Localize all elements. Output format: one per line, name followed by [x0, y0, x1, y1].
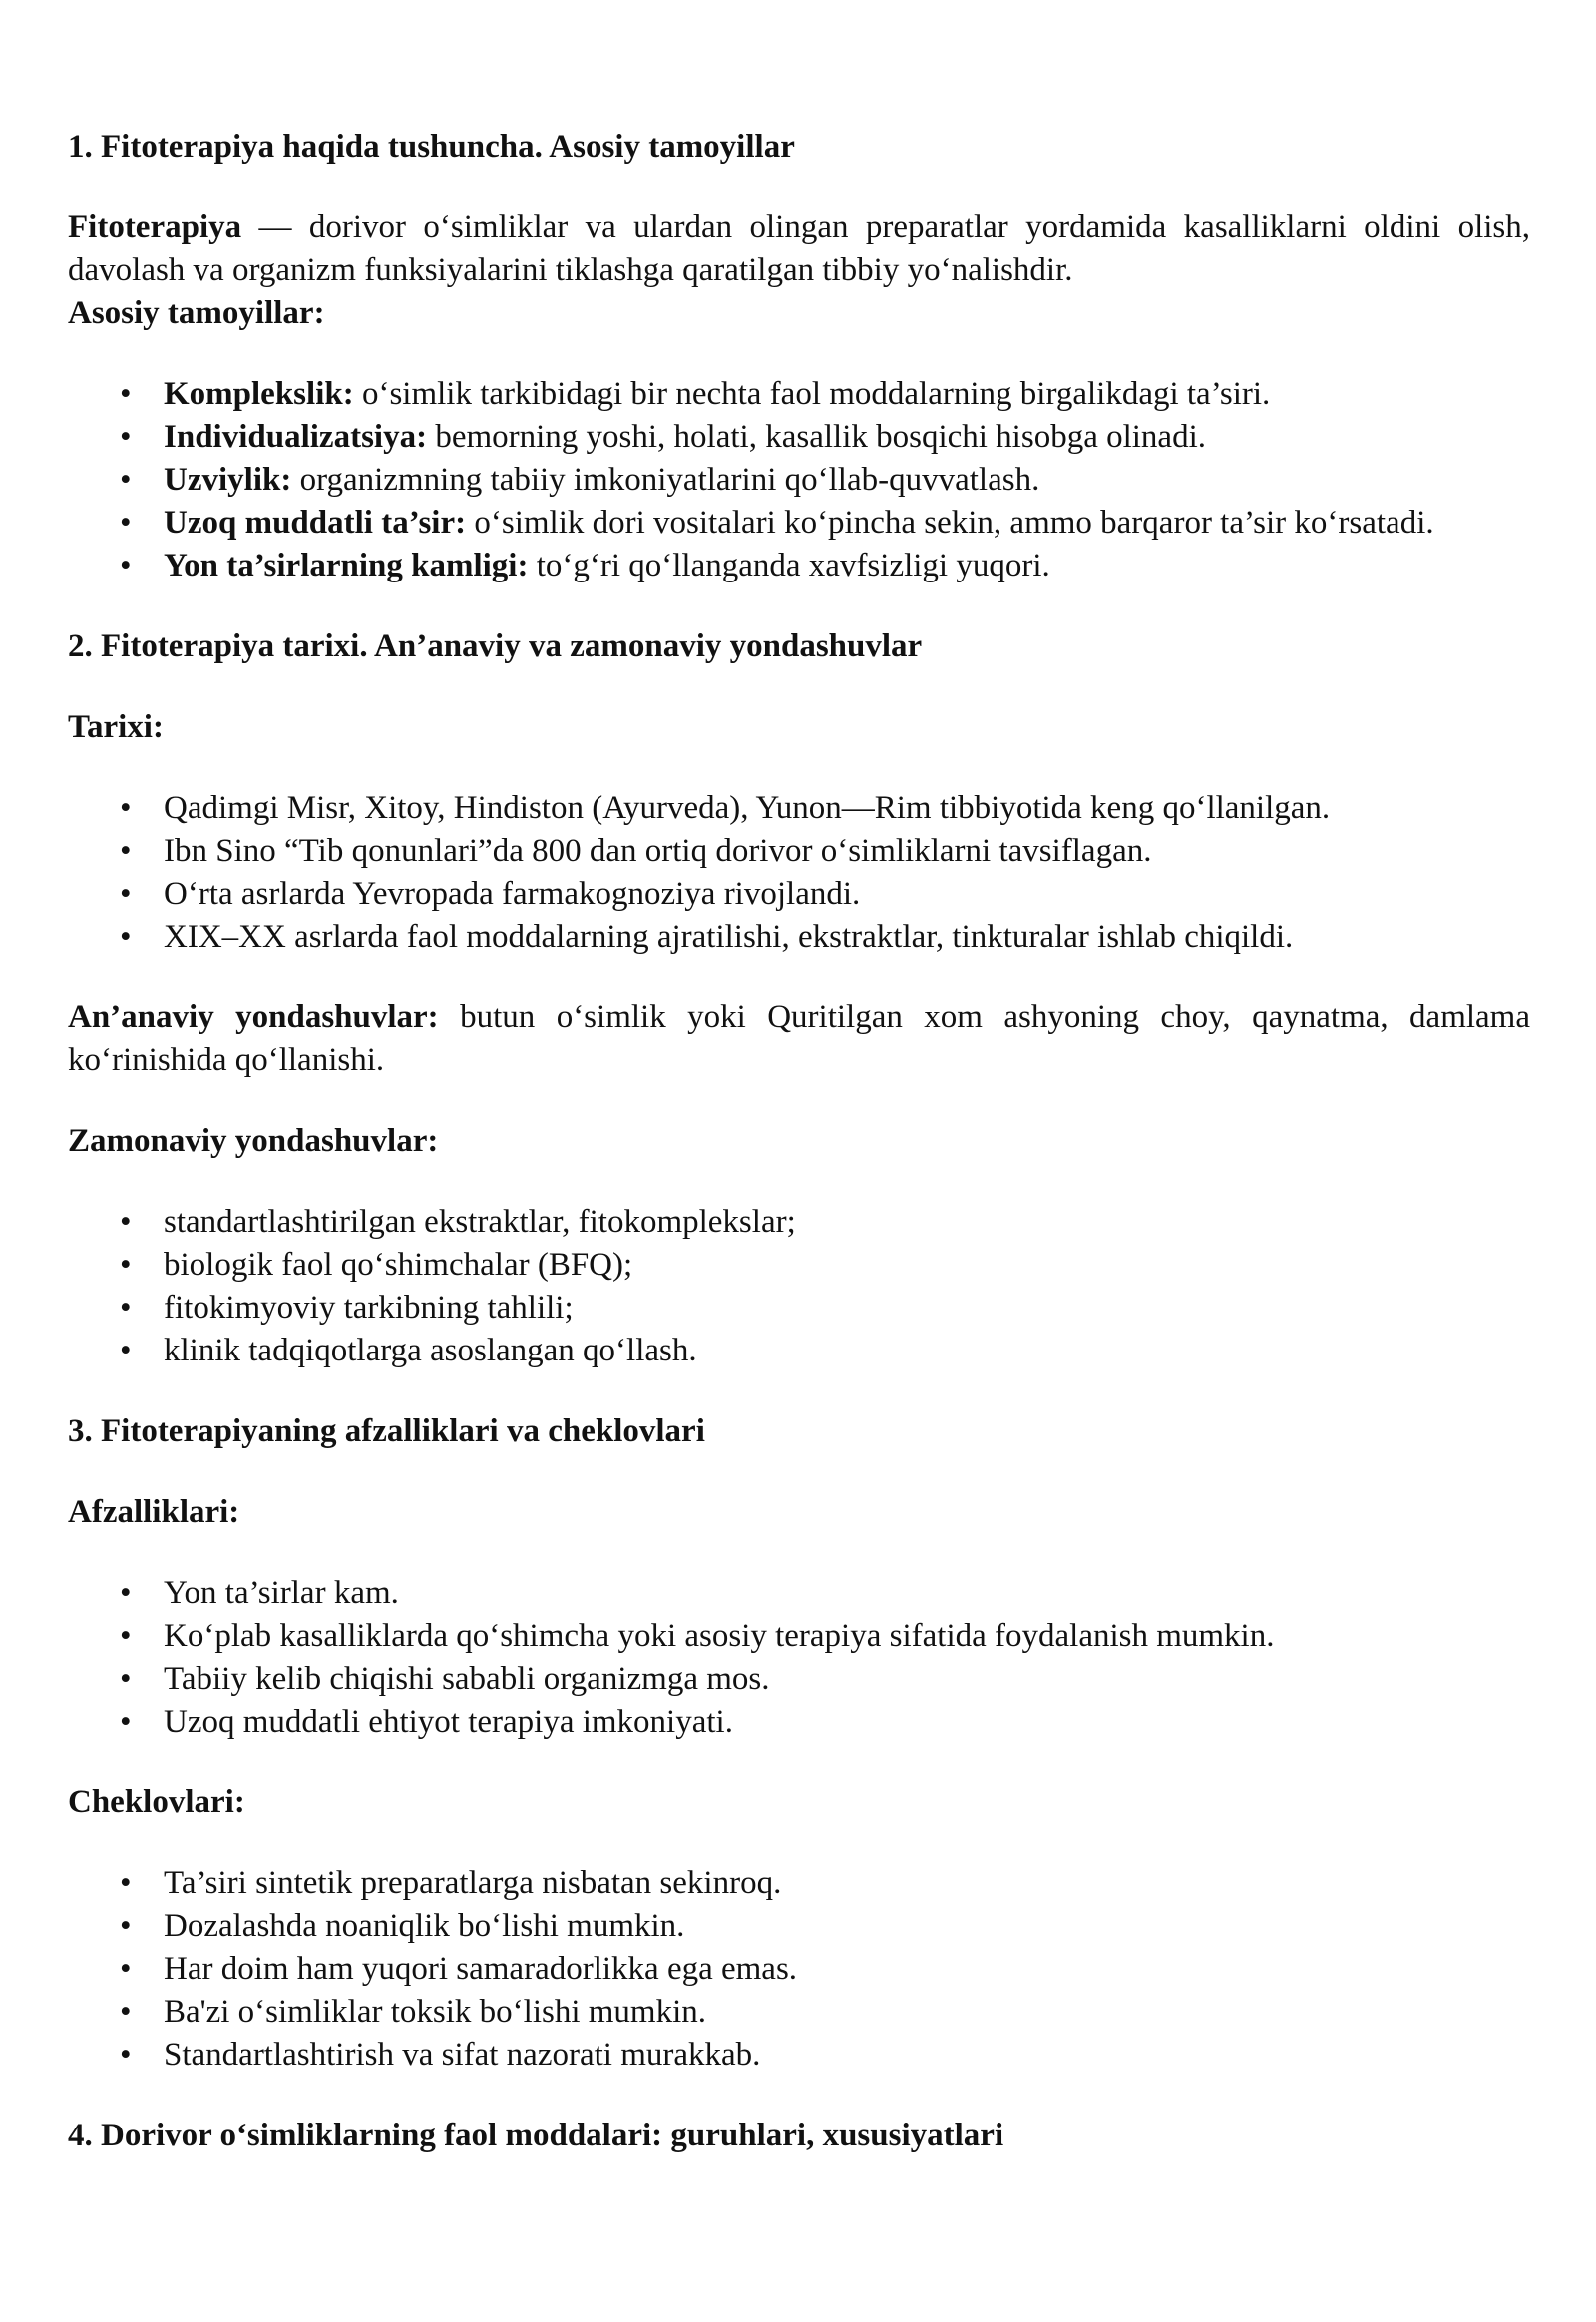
list-item-text: Tabiiy kelib chiqishi sababli organizmga mos.: [164, 1661, 770, 1697]
principles-label: Asosiy tamoyillar:: [68, 295, 325, 331]
bullet-icon: •: [120, 1908, 132, 1944]
bullet-icon: •: [120, 1333, 132, 1368]
list-item: [68, 1658, 1530, 1701]
section-4-heading: 4. Dorivor o‘simliklarning faol moddalari: guruhlari, xususiyatlari: [68, 2118, 1004, 2153]
list-item-text: klinik tadqiqotlarga asoslangan qo‘llash.: [164, 1333, 697, 1368]
bullet-icon: •: [120, 1247, 132, 1283]
list-item: [68, 416, 1530, 459]
document-page: [68, 126, 1530, 2195]
section-3-heading: 3. Fitoterapiyaning afzalliklari va cheklovlari: [68, 1413, 705, 1449]
principle-term: Uzviylik:: [164, 462, 292, 498]
bullet-icon: •: [120, 1704, 132, 1740]
list-item: [68, 830, 1530, 873]
list-item: [68, 1862, 1530, 1905]
principle-term: Komplekslik:: [164, 376, 354, 412]
limitations-list: [68, 1862, 1530, 2077]
list-item: [68, 1201, 1530, 1244]
list-item: [68, 1905, 1530, 1948]
bullet-icon: •: [120, 1661, 132, 1697]
list-item: [68, 916, 1530, 959]
advantages-label: Afzalliklari:: [68, 1494, 240, 1530]
list-item: [68, 1330, 1530, 1372]
section-1-heading: 1. Fitoterapiya haqida tushuncha. Asosiy tamoyillar: [68, 129, 795, 165]
principle-text: to‘g‘ri qo‘llanganda xavfsizligi yuqori.: [528, 548, 1050, 583]
list-item: [68, 1572, 1530, 1615]
history-list: [68, 787, 1530, 959]
definition-paragraph: [68, 206, 1530, 335]
bullet-icon: •: [120, 1204, 132, 1240]
list-item: [68, 1701, 1530, 1743]
principle-text: o‘simlik dori vositalari ko‘pincha sekin, ammo barqaror ta’sir ko‘rsatadi.: [466, 505, 1434, 541]
list-item-text: Ba'zi o‘simliklar toksik bo‘lishi mumkin.: [164, 1994, 707, 2030]
list-item: [68, 2034, 1530, 2077]
list-item-text: XIX–XX asrlarda faol moddalarning ajratilishi, ekstraktlar, tinkturalar ishlab chiqildi.: [164, 919, 1294, 955]
bullet-icon: •: [120, 1994, 132, 2030]
bullet-icon: •: [120, 1865, 132, 1901]
list-item: [68, 873, 1530, 916]
modern-label: Zamonaviy yondashuvlar:: [68, 1123, 439, 1159]
definition-term: Fitoterapiya: [68, 209, 242, 245]
traditional-term: An’anaviy yondashuvlar:: [68, 999, 439, 1035]
bullet-icon: •: [120, 2037, 132, 2073]
list-item-text: Qadimgi Misr, Xitoy, Hindiston (Ayurveda), Yunon—Rim tibbiyotida keng qo‘llanilgan.: [164, 790, 1331, 826]
list-item: [68, 787, 1530, 830]
bullet-icon: •: [120, 376, 132, 412]
traditional-text: butun o‘simlik yoki Quritilgan xom ashyoning choy, qaynatma, damlama ko‘rinishida qo‘llanishi.: [68, 999, 1530, 1078]
list-item: [68, 459, 1530, 502]
list-item-text: Standartlashtirish va sifat nazorati murakkab.: [164, 2037, 761, 2073]
list-item: [68, 545, 1530, 587]
list-item: [68, 373, 1530, 416]
principles-list: [68, 373, 1530, 587]
bullet-icon: •: [120, 876, 132, 912]
list-item-text: fitokimyoviy tarkibning tahlili;: [164, 1290, 574, 1326]
list-item-text: biologik faol qo‘shimchalar (BFQ);: [164, 1247, 633, 1283]
modern-list: [68, 1201, 1530, 1372]
bullet-icon: •: [120, 548, 132, 583]
list-item-text: Ko‘plab kasalliklarda qo‘shimcha yoki asosiy terapiya sifatida foydalanish mumkin.: [164, 1618, 1275, 1654]
bullet-icon: •: [120, 1290, 132, 1326]
list-item: [68, 1948, 1530, 1991]
bullet-icon: •: [120, 462, 132, 498]
list-item-text: standartlashtirilgan ekstraktlar, fitokomplekslar;: [164, 1204, 796, 1240]
list-item-text: Ibn Sino “Tib qonunlari”da 800 dan ortiq dorivor o‘simliklarni tavsiflagan.: [164, 833, 1152, 869]
principle-text: o‘simlik tarkibidagi bir nechta faol moddalarning birgalikdagi ta’siri.: [353, 376, 1271, 412]
definition-text: — dorivor o‘simliklar va ulardan olingan preparatlar yordamida kasalliklarni oldini olish, davolash va organizm funksiyalarini tiklashga qaratilgan tibbiy yo‘nalishdir.: [68, 209, 1530, 288]
principle-term: Uzoq muddatli ta’sir:: [164, 505, 467, 541]
bullet-icon: •: [120, 1618, 132, 1654]
list-item-text: Ta’siri sintetik preparatlarga nisbatan sekinroq.: [164, 1865, 782, 1901]
list-item: [68, 502, 1530, 545]
list-item: [68, 1287, 1530, 1330]
bullet-icon: •: [120, 1951, 132, 1987]
traditional-paragraph: [68, 996, 1530, 1082]
list-item: [68, 1991, 1530, 2034]
bullet-icon: •: [120, 1575, 132, 1611]
list-item-text: Dozalashda noaniqlik bo‘lishi mumkin.: [164, 1908, 685, 1944]
bullet-icon: •: [120, 833, 132, 869]
advantages-list: [68, 1572, 1530, 1743]
bullet-icon: •: [120, 505, 132, 541]
list-item-text: O‘rta asrlarda Yevropada farmakognoziya rivojlandi.: [164, 876, 861, 912]
section-2-heading: 2. Fitoterapiya tarixi. An’anaviy va zamonaviy yondashuvlar: [68, 628, 923, 664]
bullet-icon: •: [120, 419, 132, 455]
principle-term: Yon ta’sirlarning kamligi:: [164, 548, 529, 583]
principle-text: organizmning tabiiy imkoniyatlarini qo‘llab-quvvatlash.: [291, 462, 1040, 498]
limitations-label: Cheklovlari:: [68, 1784, 245, 1820]
list-item: [68, 1615, 1530, 1658]
list-item-text: Yon ta’sirlar kam.: [164, 1575, 399, 1611]
principle-term: Individualizatsiya:: [164, 419, 428, 455]
principle-text: bemorning yoshi, holati, kasallik bosqichi hisobga olinadi.: [427, 419, 1206, 455]
list-item: [68, 1244, 1530, 1287]
list-item-text: Har doim ham yuqori samaradorlikka ega emas.: [164, 1951, 798, 1987]
bullet-icon: •: [120, 919, 132, 955]
history-label: Tarixi:: [68, 709, 164, 745]
list-item-text: Uzoq muddatli ehtiyot terapiya imkoniyati.: [164, 1704, 733, 1740]
bullet-icon: •: [120, 790, 132, 826]
